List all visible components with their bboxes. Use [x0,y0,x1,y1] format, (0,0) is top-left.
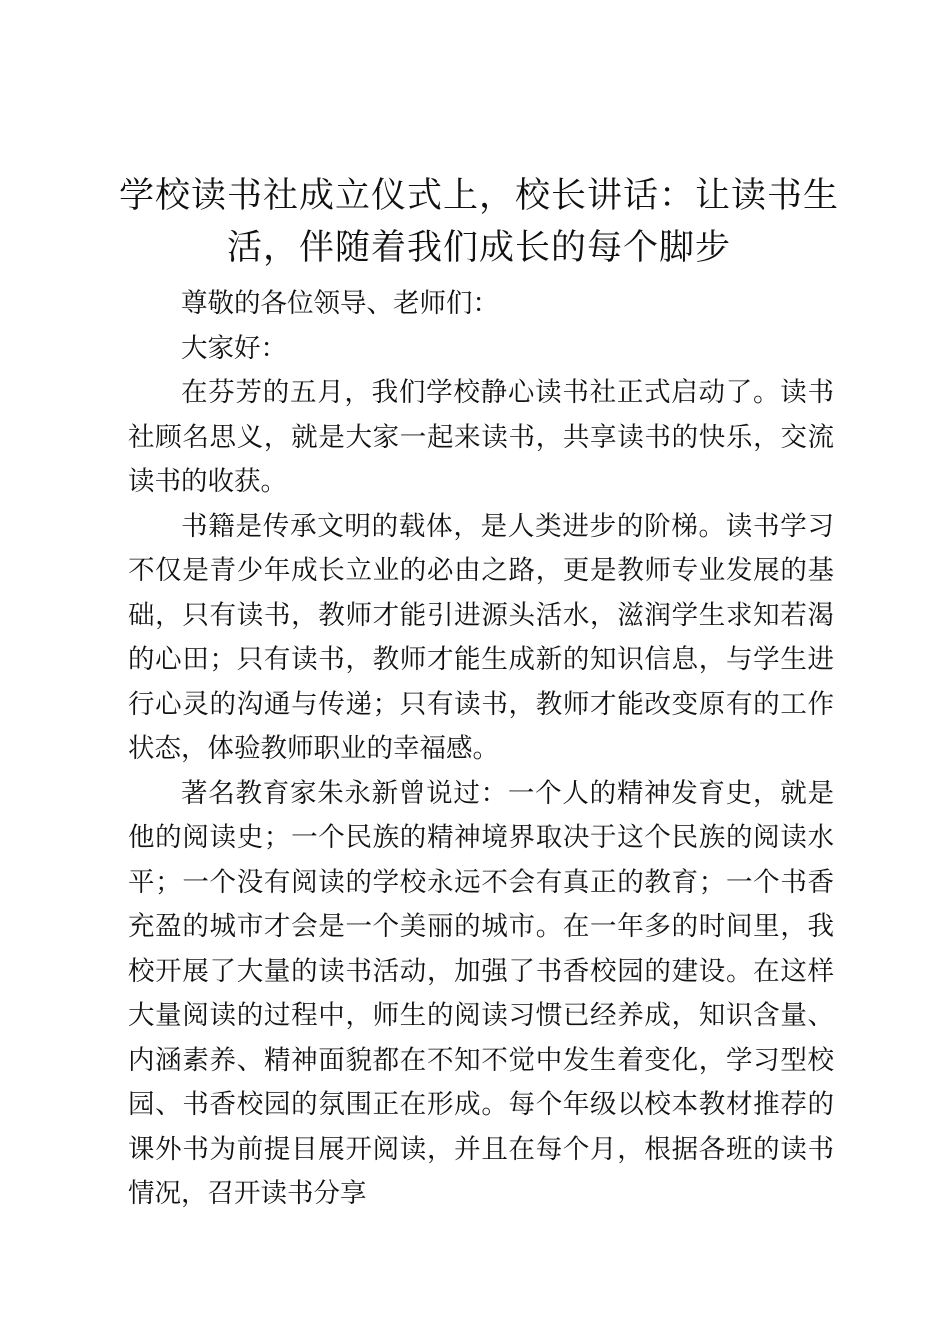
greeting-paragraph: 大家好： [181,332,287,364]
body-paragraph-2: 书籍是传承文明的载体，是人类进步的阶梯。读书学习不仅是青少年成长立业的必由之路，更是教师专业发展的基础，只有读书，教师才能引进源头活水，滋润学生求知若渴的心田；只有读书，教师才能生成新的知识信息，与学生进行心灵的沟通与传递；只有读书，教师才能改变原有的工作状态，体验教师职业的幸福感。 [128,510,834,764]
salutation-paragraph: 尊敬的各位领导、老师们： [181,288,499,319]
body-paragraph-3: 著名教育家朱永新曾说过：一个人的精神发育史，就是他的阅读史；一个民族的精神境界取决于这个民族的阅读水平；一个没有阅读的学校永远不会有真正的教育；一个书香充盈的城市才会是一个美丽的城市。在一年多的时间里，我校开展了大量的读书活动，加强了书香校园的建设。在这样大量阅读的过程中，师生的阅读习惯已经养成，知识含量、内涵素养、精神面貌都在不知不觉中发生着变化，学习型校园、书香校园的氛围正在形成。每个年级以校本教材推荐的课外书为前提目展开阅读，并且在每个月，根据各班的读书情况，召开读书分享 [128,777,834,1209]
body-paragraph-1: 在芬芳的五月，我们学校静心读书社正式启动了。读书社顾名思义，就是大家一起来读书，共享读书的快乐，交流读书的收获。 [128,377,834,497]
document-title: 学校读书社成立仪式上，校长讲话：让读书生活，伴随着我们成长的每个脚步 [118,176,839,268]
document-body [128,282,834,1217]
